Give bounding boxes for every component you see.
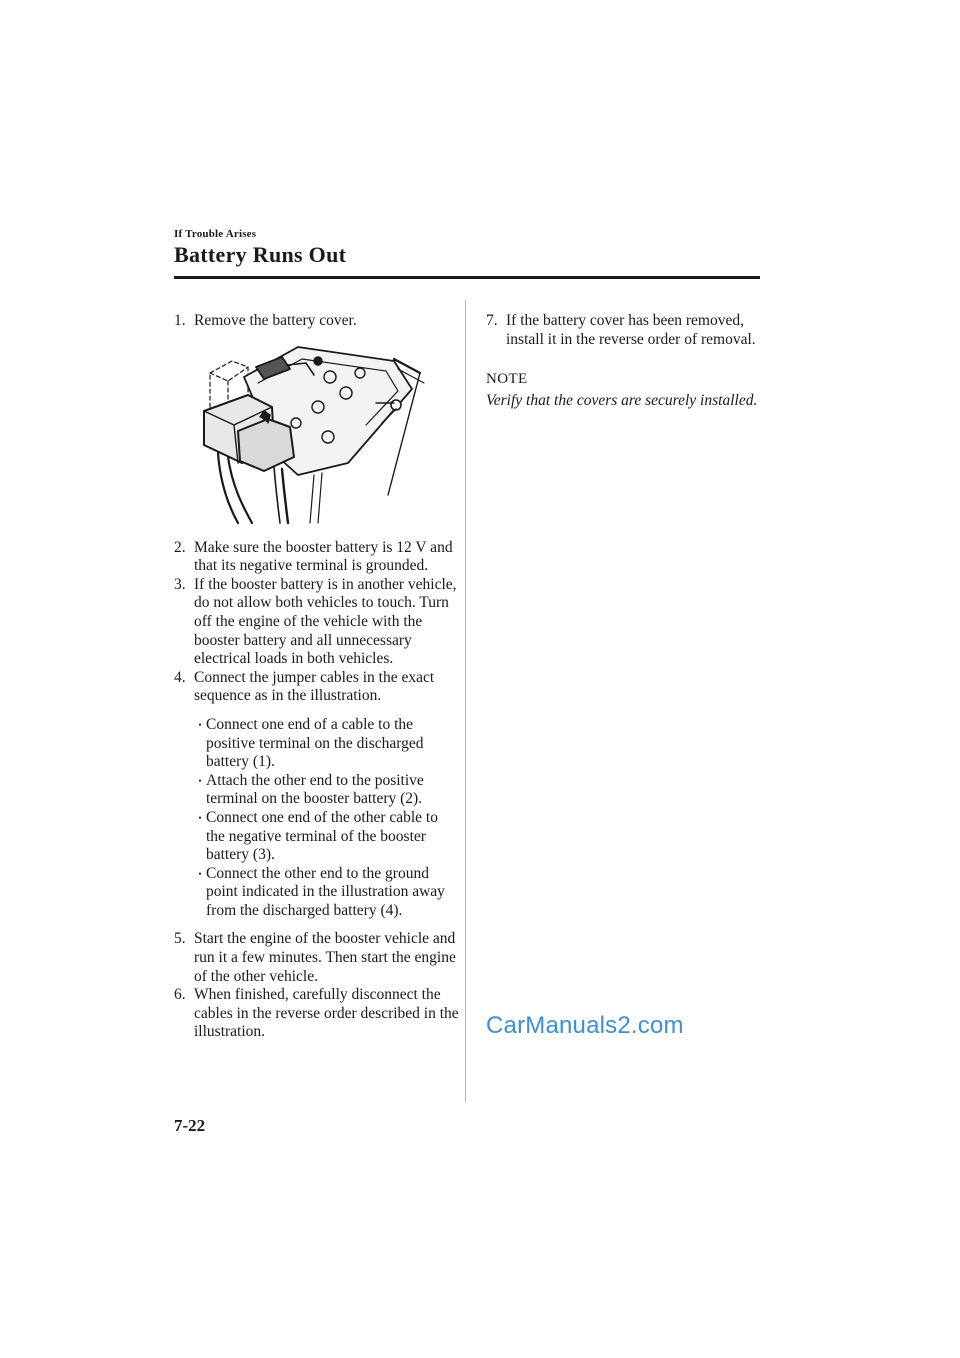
step-number: 2. [174,538,186,556]
step-text: Connect the jumper cables in the exact sequence as in the illustration. [194,668,435,705]
step-text: Make sure the booster battery is 12 V and that its negative terminal is grounded. [194,538,453,575]
battery-cover-illustration [198,345,448,525]
list-item: ･ Attach the other end to the positive terminal on the booster battery (2). [197,771,424,808]
list-item: ･ Connect one end of a cable to the positive terminal on the discharged battery (1). [197,715,424,771]
step-number: 3. [174,575,186,593]
left-column [174,312,460,1042]
bullet-marker: ･ [197,866,204,881]
step-5 [174,930,460,986]
watermark-link[interactable]: CarManuals2.com [486,1012,684,1039]
section-label: If Trouble Arises [174,228,257,240]
step-number: 1. [174,312,186,329]
step-number: 5. [174,930,186,948]
page-number: 7-22 [174,1116,206,1135]
step-text: If the booster battery is in another vehicle, do not allow both vehicles to touch. Turn off the engine of the vehicle with the booster battery and all unnecessary electrical loads in both vehicles. [194,575,457,668]
step-text: Remove the battery cover. [194,312,357,329]
bullet-marker: ･ [197,773,204,788]
page-title: Battery Runs Out [174,242,347,267]
title-rule [174,276,760,279]
step-number: 4. [174,668,186,686]
step-3 [174,576,460,669]
step-4 [174,669,460,706]
note-heading: NOTE [486,371,528,388]
step-text: If the battery cover has been removed, install it in the reverse order of removal. [506,312,756,348]
step-text: Start the engine of the booster vehicle and run it a few minutes. Then start the engine of the other vehicle. [194,930,456,985]
step-text: When finished, carefully disconnect the cables in the reverse order described in the illustration. [194,986,459,1041]
step-number: 6. [174,986,186,1004]
bullet-marker: ･ [197,810,204,825]
list-item: ･ Connect one end of the other cable to the negative terminal of the booster battery (3). [197,808,438,864]
step-7 [486,312,760,349]
right-column [486,312,760,411]
jumper-sequence-list [184,716,460,921]
step-1 [174,312,460,331]
list-item: ･ Connect the other end to the ground point indicated in the illustration away from the discharged battery (4). [197,864,445,919]
bullet-marker: ･ [197,717,204,732]
column-divider [465,300,466,1102]
step-2 [174,539,460,576]
step-6 [174,986,460,1042]
note-text: Verify that the covers are securely installed. [486,392,758,410]
step-number: 7. [486,312,498,329]
